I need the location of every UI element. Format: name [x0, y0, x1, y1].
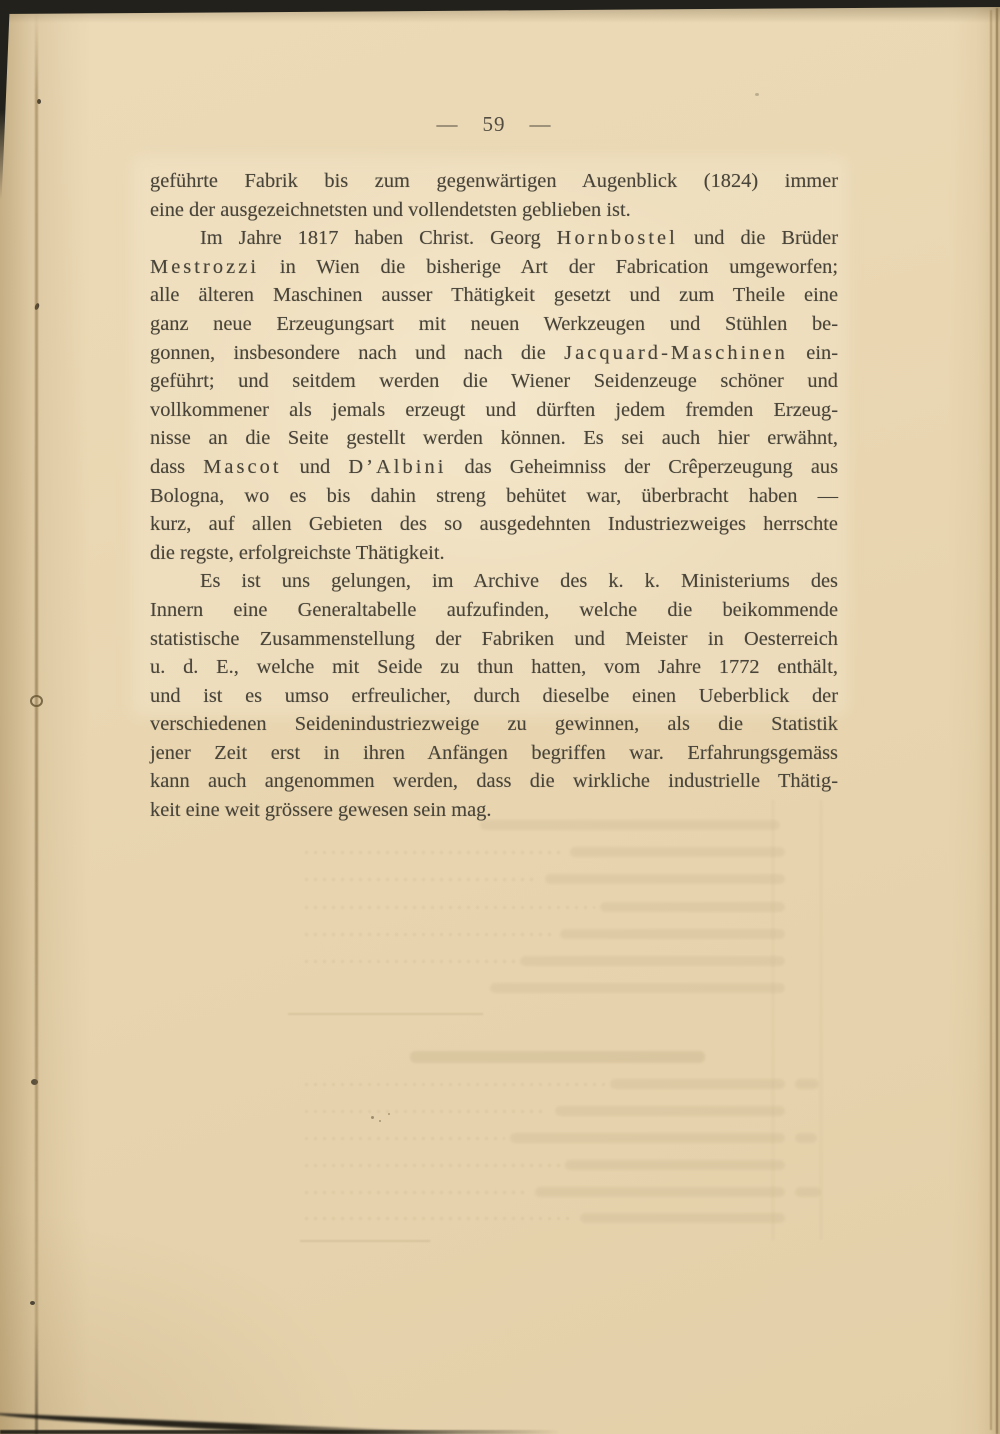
verso-show-through-row	[305, 1137, 505, 1140]
person-name-letterspaced: Mestrozzi	[150, 255, 260, 278]
verso-show-through-row	[520, 956, 785, 966]
text-line	[150, 367, 838, 396]
verso-show-through-row	[305, 1083, 605, 1086]
paragraph	[150, 224, 838, 567]
verso-show-through-rule	[300, 1240, 430, 1242]
text-segment: Innern eine Generaltabelle aufzufinden, welche die beikommende	[150, 598, 838, 621]
text-line	[150, 424, 838, 453]
text-line	[150, 167, 838, 196]
verso-show-through-row	[580, 1213, 785, 1223]
gutter-crease	[35, 12, 38, 1434]
verso-show-through-row	[305, 1191, 530, 1194]
text-segment: verschiedenen Seidenindustriezweige zu gewinnen, als die Statistik	[150, 713, 838, 736]
verso-show-through-row	[305, 1164, 560, 1167]
text-segment: Bologna, wo es bis dahin streng behütet war, überbracht haben —	[150, 484, 838, 507]
text-segment: statistische Zusammenstellung der Fabriken und Meister in Oesterreich	[150, 627, 838, 650]
verso-show-through-row	[305, 933, 555, 936]
text-segment: Im Jahre 1817 haben Christ. Georg	[200, 227, 557, 250]
fore-edge-line	[996, 8, 998, 1434]
text-segment: und die Brüder	[677, 227, 839, 250]
verso-show-through-row	[535, 1187, 785, 1197]
text-line	[150, 281, 838, 310]
text-line	[150, 453, 838, 482]
term-letterspaced: Jacquard-Maschinen	[564, 341, 788, 364]
text-segment: jener Zeit erst in ihren Anfängen begriffen war. Erfahrungsgemäss	[150, 741, 838, 764]
text-segment: geführte Fabrik bis zum gegenwärtigen Augenblick (1824) immer	[150, 170, 838, 192]
text-segment: kurz, auf allen Gebieten des so ausgedehnten Industriezweiges herrschte	[150, 513, 838, 536]
ink-speck	[388, 1113, 390, 1115]
page-number: 59	[482, 112, 506, 136]
text-segment: dass	[150, 455, 204, 478]
text-segment: und	[281, 455, 349, 478]
verso-show-through-rule	[820, 800, 822, 1240]
verso-show-through-row	[570, 847, 785, 857]
scan-edge-left	[0, 0, 10, 200]
verso-show-through-row	[545, 874, 785, 884]
verso-show-through-row	[305, 851, 565, 854]
verso-show-through-row	[600, 902, 785, 912]
verso-show-through-row	[610, 1079, 785, 1089]
header-dash-left: —	[436, 112, 459, 136]
ink-speck	[755, 93, 759, 96]
paragraph	[150, 567, 838, 824]
text-line	[150, 396, 838, 425]
text-segment: kann auch angenommen werden, dass die wirkliche industrielle Thätig-	[150, 770, 838, 793]
text-segment: geführt; und seitdem werden die Wiener Seidenzeuge schöner und	[150, 370, 838, 393]
verso-show-through-rule	[772, 800, 774, 1240]
text-line	[150, 653, 838, 682]
text-segment: ein-	[787, 341, 838, 364]
text-line	[150, 224, 838, 253]
text-segment: alle älteren Maschinen ausser Thätigkeit gesetzt und zum Theile eine	[150, 284, 838, 307]
ink-speck	[379, 1120, 381, 1122]
text-line	[150, 482, 838, 511]
verso-show-through-row	[795, 1079, 819, 1089]
text-line	[150, 739, 838, 768]
verso-show-through-row	[555, 1106, 785, 1116]
text-segment: und ist es umso erfreulicher, durch dieselbe einen Ueberblick der	[150, 684, 838, 707]
text-line	[150, 567, 838, 596]
text-segment: das Geheimniss der Crêperzeugung aus	[446, 455, 839, 478]
text-line	[150, 596, 838, 625]
text-line	[150, 339, 838, 368]
body-text	[150, 167, 838, 825]
text-segment: in Wien die bisherige Art der Fabrication umgeworfen;	[259, 255, 838, 278]
person-name-letterspaced: D’Albini	[348, 455, 447, 478]
text-segment: eine der ausgezeichnetsten und vollendetsten geblieben ist.	[150, 198, 631, 221]
text-line	[150, 767, 838, 796]
text-segment: nisse an die Seite gestellt werden können. Es sei auch hier erwähnt,	[150, 427, 838, 450]
verso-show-through-row	[305, 878, 535, 881]
text-segment: die regste, erfolgreichste Thätigkeit.	[150, 541, 445, 564]
text-line	[150, 253, 838, 282]
verso-show-through-row	[305, 960, 515, 963]
verso-show-through-row	[410, 1051, 705, 1063]
text-line	[150, 710, 838, 739]
ink-speck	[371, 1116, 374, 1119]
text-segment: vollkommener als jemals erzeugt und dürften jedem fremden Erzeug-	[150, 398, 838, 421]
text-segment: u. d. E., welche mit Seide zu thun hatten, vom Jahre 1772 enthält,	[150, 656, 838, 679]
verso-show-through-row	[510, 1133, 785, 1143]
person-name-letterspaced: Mascot	[203, 455, 282, 478]
person-name-letterspaced: Hornbostel	[556, 227, 678, 250]
text-segment: Es ist uns gelungen, im Archive des k. k. Ministeriums des	[200, 570, 838, 593]
text-line	[150, 310, 838, 339]
verso-show-through-row	[795, 1133, 817, 1143]
text-line	[150, 196, 838, 225]
text-line	[150, 510, 838, 539]
text-segment: ganz neue Erzeugungsart mit neuen Werkzeugen und Stühlen be-	[150, 312, 838, 335]
verso-show-through-row	[305, 1110, 545, 1113]
header-dash-right: —	[529, 112, 552, 136]
verso-show-through-rule	[288, 1013, 483, 1015]
text-segment: keit eine weit grössere gewesen sein mag.	[150, 799, 492, 822]
text-segment: gonnen, insbesondere nach und nach die	[150, 341, 565, 364]
scan-edge-bottom	[0, 1430, 560, 1434]
text-line	[150, 682, 838, 711]
text-line	[150, 796, 838, 825]
text-line	[150, 625, 838, 654]
text-line	[150, 539, 838, 568]
verso-show-through-row	[565, 1160, 785, 1170]
verso-show-through-row	[490, 983, 785, 993]
page-header	[150, 112, 838, 137]
verso-show-through-row	[305, 906, 595, 909]
verso-show-through-row	[305, 1217, 575, 1220]
paragraph	[150, 167, 838, 224]
verso-show-through-row	[560, 929, 785, 939]
verso-show-through-row	[795, 1187, 821, 1197]
fore-edge-line	[990, 10, 992, 1430]
